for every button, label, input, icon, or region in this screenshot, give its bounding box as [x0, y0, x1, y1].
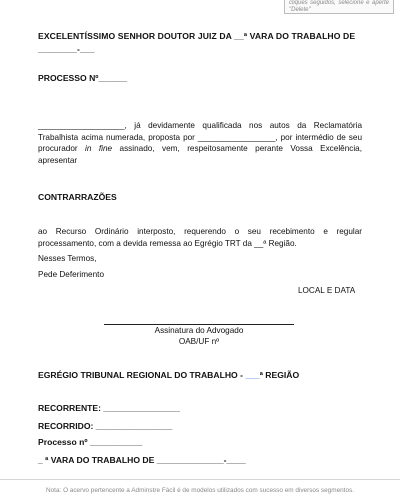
process-number: PROCESSO Nº______: [38, 73, 128, 83]
instruction-note-box: [284, 0, 394, 14]
signature-oab: OAB/UF nº: [178, 336, 220, 346]
tribunal-heading: [38, 370, 299, 380]
field-recorrente: RECORRENTE: ________________: [38, 403, 180, 413]
instruction-note-text: cliques seguidos, selecione e aperte "Delete": [289, 0, 389, 13]
signature-label: Assinatura do Advogado: [154, 326, 244, 335]
petition-header-line2: ________-___: [38, 44, 95, 54]
signature-line: [104, 324, 294, 325]
footnote-text: O acervo pertencente a Adminstre Fácil é de modelos utilizados com sucesso em diversos segmentos.: [63, 487, 354, 494]
section-title: CONTRARRAZÕES: [38, 192, 117, 202]
footnote: [46, 487, 396, 494]
closing-nesses-termos: Nesses Termos,: [38, 254, 97, 263]
petition-header: [38, 30, 364, 56]
field-vara: _ ª VARA DO TRABALHO DE ______________-____: [38, 455, 246, 465]
local-e-data: LOCAL E DATA: [298, 286, 356, 295]
petition-header-line1: EXCELENTÍSSIMO SENHOR DOUTOR JUIZ DA __ª VARA DO TRABALHO DE: [38, 31, 356, 41]
intro-paragraph: ___________________, já devidamente qualificada nos autos da Reclamatória Trabalhista acima numerada, proposta por _________________, por intermédio de seu procurador in fine assinado, vem, respeitosamente perante Vossa Excelência, apresentar: [38, 121, 362, 165]
body-paragraph: ao Recurso Ordinário interposto, requerendo o seu recebimento e regular processamento, com a devida remessa ao Egrégio TRT da __ª Região.: [38, 227, 362, 248]
tribunal-heading-blank: ___: [245, 370, 260, 380]
footnote-label: Nota:: [46, 487, 62, 494]
tribunal-heading-suffix: ª REGIÃO: [259, 370, 300, 380]
signature-block: [104, 326, 294, 347]
footer-divider: [0, 479, 400, 480]
closing-pede-deferimento: Pede Deferimento: [38, 270, 104, 279]
tribunal-heading-prefix: EGRÉGIO TRIBUNAL REGIONAL DO TRABALHO -: [38, 370, 246, 380]
field-recorrido: RECORRIDO: ________________: [38, 421, 173, 431]
field-processo: Processo nº ___________: [38, 437, 143, 447]
